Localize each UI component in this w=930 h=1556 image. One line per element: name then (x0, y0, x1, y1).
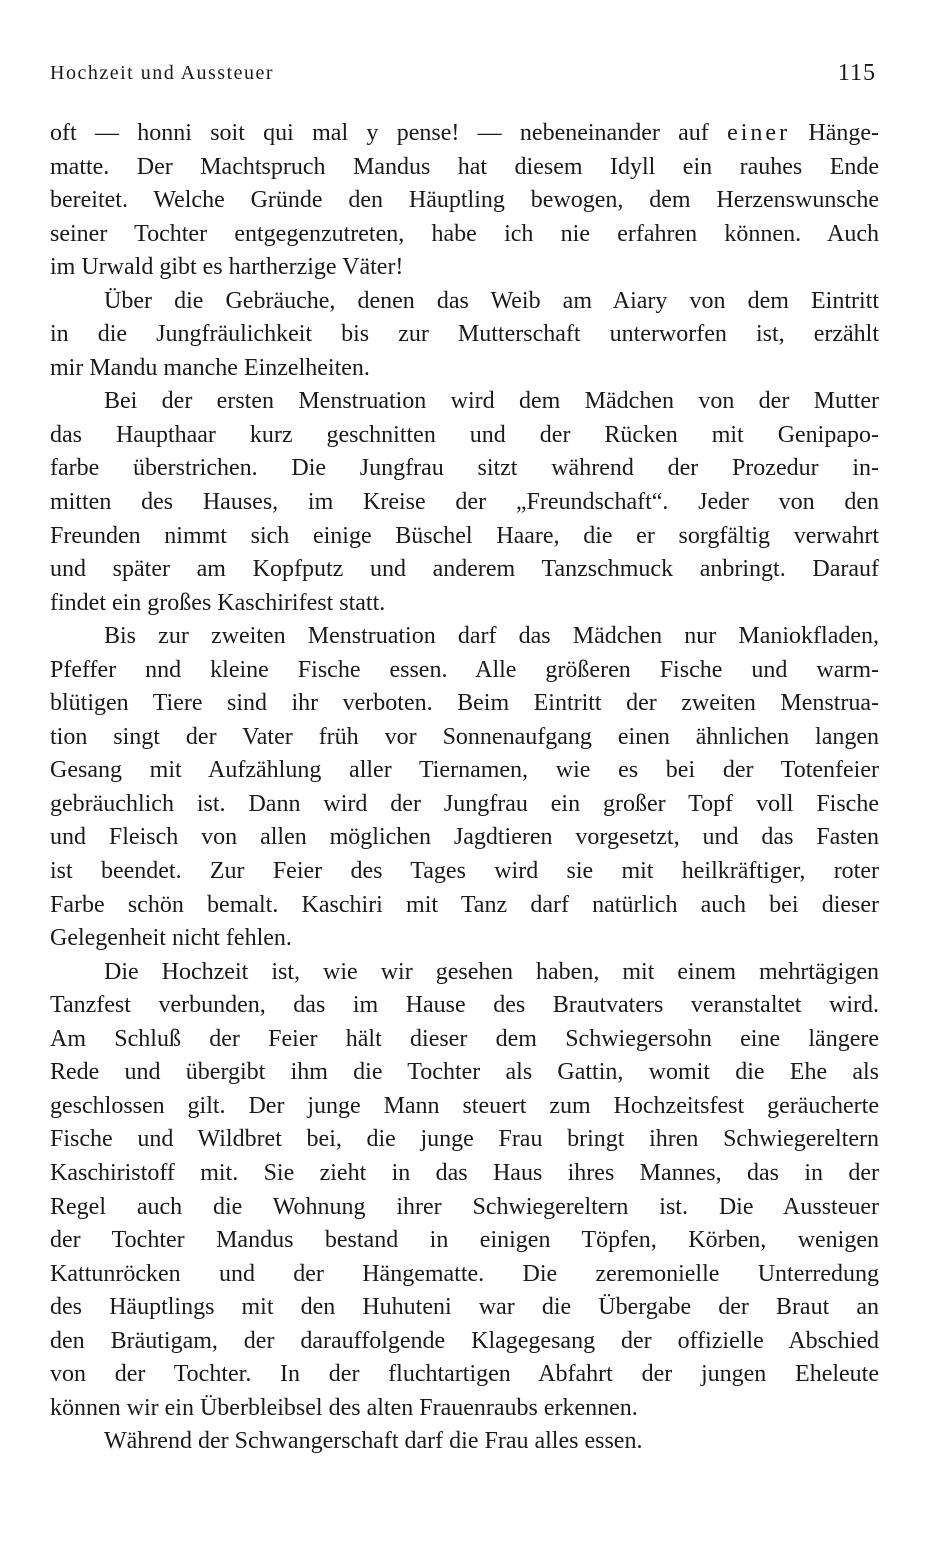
text-line: Während der Schwangerschaft darf die Frau alles essen. (104, 1428, 643, 1455)
text-line: Gesang mit Aufzählung aller Tiernamen, wie es bei der Totenfeier (50, 757, 879, 784)
text-line: findet ein großes Kaschirifest statt. (50, 589, 386, 616)
text-line: seiner Tochter entgegenzutreten, habe ich nie erfahren können. Auch (50, 220, 879, 247)
text-line: ist beendet. Zur Feier des Tages wird sie mit heilkräftiger, roter (50, 858, 879, 885)
text-line: und später am Kopfputz und anderem Tanzschmuck anbringt. Darauf (50, 556, 879, 583)
text-line: bereitet. Welche Gründe den Häuptling bewogen, dem Herzenswunsche (50, 187, 879, 214)
emphasized-word: einer (727, 120, 791, 146)
text-line: geschlossen gilt. Der junge Mann steuert zum Hochzeitsfest geräucherte (50, 1092, 879, 1119)
text-line: matte. Der Machtspruch Mandus hat diesem Idyll ein rauhes Ende (50, 153, 879, 180)
text-line: gebräuchlich ist. Dann wird der Jungfrau ein großer Topf voll Fische (50, 790, 879, 817)
text-line: den Bräutigam, der darauffolgende Klagegesang der offizielle Abschied (50, 1327, 879, 1354)
text-line: Farbe schön bemalt. Kaschiri mit Tanz darf natürlich auch bei dieser (50, 891, 879, 918)
text-line: blütigen Tiere sind ihr verboten. Beim Eintritt der zweiten Menstrua- (50, 690, 879, 717)
text-fragment: Hänge- (790, 120, 879, 146)
text-line: des Häuptlings mit den Huhuteni war die Übergabe der Braut an (50, 1294, 879, 1321)
text-line: Rede und übergibt ihm die Tochter als Gattin, womit die Ehe als (50, 1059, 879, 1086)
text-line: Über die Gebräuche, denen das Weib am Aiary von dem Eintritt (104, 287, 879, 314)
text-line: Gelegenheit nicht fehlen. (50, 925, 292, 952)
text-line: in die Jungfräulichkeit bis zur Mutterschaft unterworfen ist, erzählt (50, 321, 879, 348)
text-line: mitten des Hauses, im Kreise der „Freundschaft“. Jeder von den (50, 489, 879, 516)
text-line: der Tochter Mandus bestand in einigen Töpfen, Körben, wenigen (50, 1227, 879, 1254)
text-line: Freunden nimmt sich einige Büschel Haare, die er sorgfältig verwahrt (50, 522, 879, 549)
text-line: Regel auch die Wohnung ihrer Schwiegereltern ist. Die Aussteuer (50, 1193, 879, 1220)
text-line: farbe überstrichen. Die Jungfrau sitzt während der Prozedur in- (50, 455, 879, 482)
text-line: tion singt der Vater früh vor Sonnenaufgang einen ähnlichen langen (50, 723, 879, 750)
page-number: 115 (837, 60, 876, 86)
text-line: und Fleisch von allen möglichen Jagdtieren vorgesetzt, und das Fasten (50, 824, 879, 851)
text-line: das Haupthaar kurz geschnitten und der Rücken mit Genipapo- (50, 421, 879, 448)
text-line: von der Tochter. In der fluchtartigen Abfahrt der jungen Eheleute (50, 1361, 879, 1388)
text-line: Kattunröcken und der Hängematte. Die zeremonielle Unterredung (50, 1260, 879, 1287)
text-line: Fische und Wildbret bei, die junge Frau bringt ihren Schwiegereltern (50, 1126, 879, 1153)
running-head (50, 62, 880, 92)
body-text (50, 117, 879, 1459)
text-line: Bei der ersten Menstruation wird dem Mädchen von der Mutter (104, 388, 879, 415)
text-line (50, 117, 879, 151)
text-line: Kaschiristoff mit. Sie zieht in das Haus ihres Mannes, das in der (50, 1159, 879, 1186)
text-line: Bis zur zweiten Menstruation darf das Mädchen nur Maniokfladen, (104, 623, 879, 650)
text-fragment: oft — honni soit qui mal y pense! — nebeneinander auf (50, 120, 728, 146)
text-line: mir Mandu manche Einzelheiten. (50, 354, 370, 381)
running-title: Hochzeit und Aussteuer (50, 62, 275, 84)
text-line: Pfeffer nnd kleine Fische essen. Alle größeren Fische und warm- (50, 656, 879, 683)
text-line: Am Schluß der Feier hält dieser dem Schwiegersohn eine längere (50, 1025, 879, 1052)
text-line: im Urwald gibt es hartherzige Väter! (50, 254, 404, 281)
text-line: Tanzfest verbunden, das im Hause des Brautvaters veranstaltet wird. (50, 992, 879, 1019)
text-line: können wir ein Überbleibsel des alten Frauenraubs erkennen. (50, 1394, 638, 1421)
text-line: Die Hochzeit ist, wie wir gesehen haben, mit einem mehrtägigen (104, 958, 879, 985)
